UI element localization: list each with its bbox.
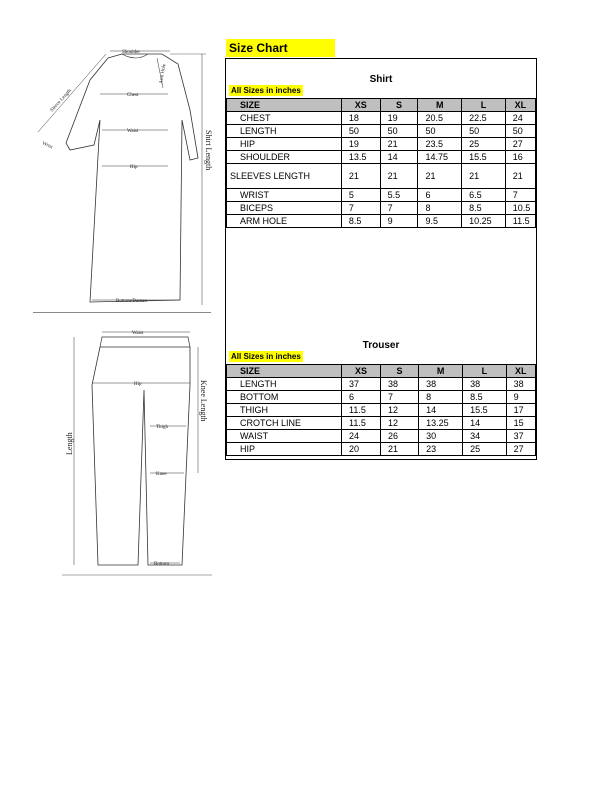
trouser-label-bottom: Bottom xyxy=(154,562,170,567)
size-value: 38 xyxy=(381,378,419,391)
size-value: 21 xyxy=(381,443,419,456)
shirt-label-hip: Hip xyxy=(130,165,138,170)
shirt-outline-figure xyxy=(30,40,215,315)
trouser-header-xs: XS xyxy=(342,365,381,378)
size-value: 15.5 xyxy=(463,404,506,417)
table-row xyxy=(227,430,536,443)
size-value: 24 xyxy=(505,112,535,125)
shirt-header-s: S xyxy=(380,99,418,112)
size-value: 8 xyxy=(419,391,463,404)
shirt-header-xl: XL xyxy=(505,99,535,112)
shirt-label-wrist: Wrist xyxy=(41,141,54,151)
table-row xyxy=(227,417,536,430)
size-value: 22.5 xyxy=(462,112,506,125)
trouser-label-length: Length xyxy=(65,432,74,455)
size-tables-panel xyxy=(225,58,537,460)
size-value: 8.5 xyxy=(463,391,506,404)
size-value: 11.5 xyxy=(505,215,535,228)
size-value: 25 xyxy=(463,443,506,456)
shirt-diagram-divider xyxy=(33,312,211,313)
trouser-label-waist: Waist xyxy=(132,331,144,336)
row-label: LENGTH xyxy=(227,125,342,138)
row-label: BOTTOM xyxy=(227,391,342,404)
size-value: 13.25 xyxy=(419,417,463,430)
size-value: 34 xyxy=(463,430,506,443)
size-value: 9 xyxy=(506,391,535,404)
row-label: THIGH xyxy=(227,404,342,417)
row-label: LENGTH xyxy=(227,378,342,391)
size-value: 37 xyxy=(342,378,381,391)
shirt-diagram xyxy=(30,40,215,315)
shirt-label-arm-hole: Arm Hole xyxy=(159,63,168,85)
size-value: 21 xyxy=(505,164,535,189)
shirt-header-size: SIZE xyxy=(227,99,342,112)
shirt-label-shirt-length: Shirt Length xyxy=(204,130,213,171)
size-value: 50 xyxy=(462,125,506,138)
size-value: 7 xyxy=(505,189,535,202)
size-value: 15.5 xyxy=(462,151,506,164)
size-value: 38 xyxy=(463,378,506,391)
table-row xyxy=(227,404,536,417)
row-label: WAIST xyxy=(227,430,342,443)
size-value: 12 xyxy=(381,404,419,417)
trouser-header-size: SIZE xyxy=(227,365,342,378)
size-value: 37 xyxy=(506,430,535,443)
trouser-header-row xyxy=(227,365,536,378)
size-value: 8.5 xyxy=(462,202,506,215)
shirt-size-table xyxy=(226,98,536,228)
row-label: ARM HOLE xyxy=(227,215,342,228)
size-value: 20.5 xyxy=(418,112,462,125)
row-label: WRIST xyxy=(227,189,342,202)
row-label: SHOULDER xyxy=(227,151,342,164)
size-value: 19 xyxy=(380,112,418,125)
table-row xyxy=(227,138,536,151)
row-label: CHEST xyxy=(227,112,342,125)
row-label: HIP xyxy=(227,138,342,151)
size-value: 6.5 xyxy=(462,189,506,202)
size-value: 6 xyxy=(418,189,462,202)
table-row xyxy=(227,164,536,189)
table-row xyxy=(227,189,536,202)
row-label: SLEEVES LENGTH xyxy=(227,164,342,189)
row-label: BICEPS xyxy=(227,202,342,215)
trouser-section-title: Trouser xyxy=(362,340,400,351)
size-value: 14 xyxy=(380,151,418,164)
shirt-header-row xyxy=(227,99,536,112)
trouser-header-xl: XL xyxy=(506,365,535,378)
size-value: 15 xyxy=(506,417,535,430)
shirt-label-shoulder: Shoulder xyxy=(122,50,141,55)
shirt-section-title: Shirt xyxy=(369,74,393,85)
size-value: 8 xyxy=(418,202,462,215)
table-row xyxy=(227,151,536,164)
size-value: 23.5 xyxy=(418,138,462,151)
size-value: 30 xyxy=(419,430,463,443)
size-value: 38 xyxy=(419,378,463,391)
trouser-label-knee: Knee xyxy=(156,472,167,477)
size-value: 18 xyxy=(341,112,380,125)
size-value: 7 xyxy=(381,391,419,404)
table-row xyxy=(227,112,536,125)
size-value: 6 xyxy=(342,391,381,404)
size-value: 21 xyxy=(418,164,462,189)
trouser-label-knee-length: Knee Length xyxy=(199,380,208,422)
shirt-label-waist: Waist xyxy=(127,129,139,134)
size-value: 7 xyxy=(380,202,418,215)
size-value: 21 xyxy=(380,138,418,151)
trouser-label-hip: Hip xyxy=(134,382,142,387)
trouser-label-thigh: Thigh xyxy=(156,425,168,430)
table-row xyxy=(227,202,536,215)
size-value: 16 xyxy=(505,151,535,164)
row-label: CROTCH LINE xyxy=(227,417,342,430)
page-title: Size Chart xyxy=(226,39,335,57)
shirt-units-note: All Sizes in inches xyxy=(231,86,301,95)
size-value: 27 xyxy=(505,138,535,151)
size-value: 38 xyxy=(506,378,535,391)
size-value: 50 xyxy=(380,125,418,138)
table-row xyxy=(227,391,536,404)
table-row xyxy=(227,378,536,391)
trouser-diagram xyxy=(62,325,212,580)
size-value: 27 xyxy=(506,443,535,456)
size-value: 12 xyxy=(381,417,419,430)
size-value: 21 xyxy=(341,164,380,189)
size-value: 13.5 xyxy=(341,151,380,164)
size-value: 17 xyxy=(506,404,535,417)
size-value: 14.75 xyxy=(418,151,462,164)
size-value: 14 xyxy=(419,404,463,417)
size-value: 19 xyxy=(341,138,380,151)
size-value: 11.5 xyxy=(342,417,381,430)
size-value: 23 xyxy=(419,443,463,456)
size-value: 7 xyxy=(341,202,380,215)
size-value: 20 xyxy=(342,443,381,456)
shirt-label-chest: Chest xyxy=(127,93,139,98)
trouser-size-table xyxy=(226,364,536,456)
size-value: 26 xyxy=(381,430,419,443)
size-value: 5.5 xyxy=(380,189,418,202)
table-row xyxy=(227,443,536,456)
shirt-header-xs: XS xyxy=(341,99,380,112)
size-value: 14 xyxy=(463,417,506,430)
trouser-header-m: M xyxy=(419,365,463,378)
trouser-header-l: L xyxy=(463,365,506,378)
size-value: 10.25 xyxy=(462,215,506,228)
size-value: 5 xyxy=(341,189,380,202)
shirt-label-bottom: Bottom/Daman xyxy=(116,299,147,304)
size-value: 50 xyxy=(341,125,380,138)
shirt-label-sleeve-length: Sleeve Length xyxy=(49,88,73,114)
row-label: HIP xyxy=(227,443,342,456)
size-value: 9 xyxy=(380,215,418,228)
shirt-header-m: M xyxy=(418,99,462,112)
table-row xyxy=(227,215,536,228)
size-value: 21 xyxy=(380,164,418,189)
size-value: 8.5 xyxy=(341,215,380,228)
trouser-outline-figure xyxy=(62,325,212,580)
shirt-header-l: L xyxy=(462,99,506,112)
size-value: 21 xyxy=(462,164,506,189)
size-value: 25 xyxy=(462,138,506,151)
size-value: 10.5 xyxy=(505,202,535,215)
trouser-header-s: S xyxy=(381,365,419,378)
trouser-units-note: All Sizes in inches xyxy=(231,352,301,361)
table-row xyxy=(227,125,536,138)
size-value: 24 xyxy=(342,430,381,443)
size-value: 11.5 xyxy=(342,404,381,417)
size-value: 50 xyxy=(418,125,462,138)
size-value: 9.5 xyxy=(418,215,462,228)
size-value: 50 xyxy=(505,125,535,138)
